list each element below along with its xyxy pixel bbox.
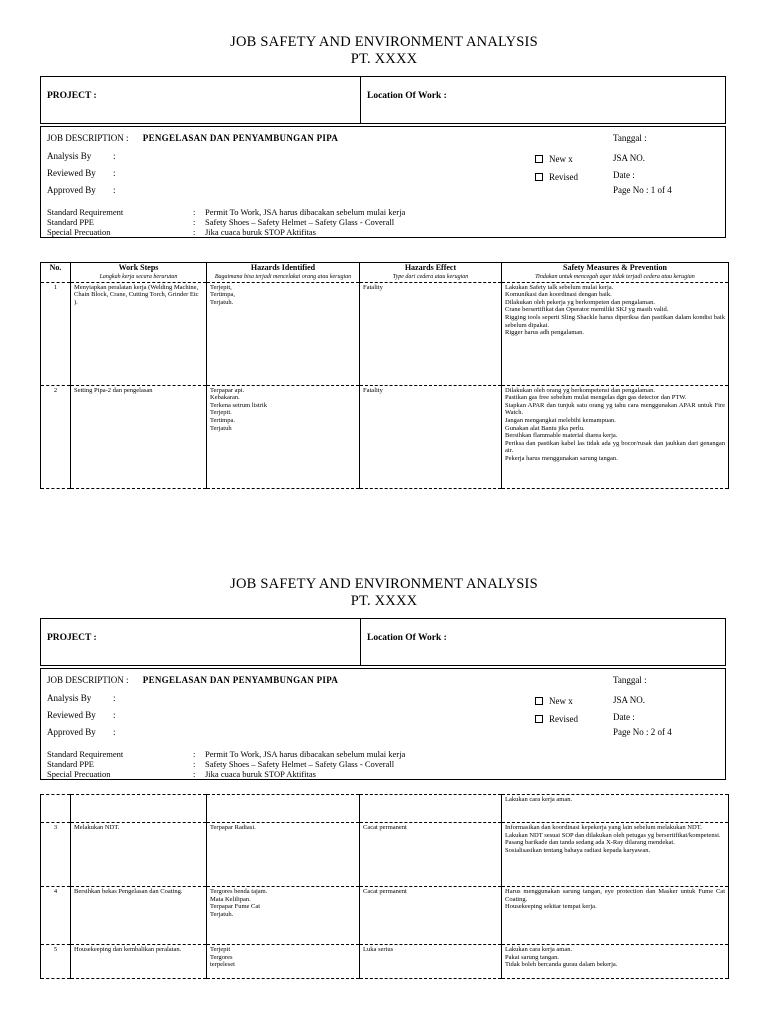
checkbox-icon — [535, 155, 543, 163]
requirement-row: Special Precuation : Jika cuaca buruk STOP Aktifitas — [47, 769, 316, 779]
location-label: Location Of Work : — [367, 91, 447, 101]
company-name: PT. XXXX — [350, 593, 418, 609]
table-row — [41, 795, 729, 823]
header-work-steps: Work Steps — [71, 263, 207, 273]
hazards-identified: Terjepit Tergores terpeleset — [207, 945, 360, 979]
safety-measures: Lakukan cara kerja aman. Pakai sarung tangan. Tidak boleh bercanda gurau dalam bekerja. — [502, 945, 729, 979]
requirement-row: Standard Requirement : Permit To Work, JSA harus dibacakan sebelum mulai kerja — [47, 749, 406, 759]
reviewed-by-label: Reviewed By — [47, 168, 96, 178]
hazards-effect: Fatality — [360, 385, 502, 488]
tanggal-label: Tanggal : — [613, 133, 647, 143]
approved-by-label: Approved By — [47, 185, 96, 195]
safety-measures: Lakukan cara kerja aman. — [502, 795, 729, 823]
company-name: PT. XXXX — [350, 51, 418, 67]
colon: : — [113, 727, 116, 737]
row-number: 2 — [41, 385, 71, 488]
job-description — [47, 675, 338, 685]
revised-label: Revised — [549, 714, 578, 724]
info-box — [40, 126, 726, 238]
table-subheader-row — [41, 273, 729, 283]
work-step: Bersihkan bekas Pengelasan dan Coating. — [71, 887, 207, 945]
new-label: New x — [549, 154, 573, 164]
subheader-safety-measures: Tindakan untuk mencegah agar tidak terjadi cedera atau kerugian — [502, 273, 729, 283]
reviewed-by-label: Reviewed By — [47, 710, 96, 720]
header-hazards-effect: Hazards Effect — [360, 263, 502, 273]
requirement-row: Standard Requirement : Permit To Work, JSA harus dibacakan sebelum mulai kerja — [47, 207, 406, 217]
table-row — [41, 823, 729, 887]
hazards-effect: Cacat permanent — [360, 887, 502, 945]
safety-measures: Informasikan dan koordinasi kepekerja yang lain sebelum melakukan NDT. Lakukan NDT sesuai SOP dan dilakukan oleh petugas yg bersertifikat/kompetensi. Pasang barikade dan tanda sedang ada X-Ray dilarang mendekat. Sosialisasikan tentang bahaya radiasi kepada karyawan. — [502, 823, 729, 887]
colon: : — [113, 151, 116, 161]
header-no: No. — [41, 263, 71, 273]
hazards-identified: Terjepit, Tertimpa, Terjatuh. — [207, 282, 360, 385]
project-box — [40, 76, 726, 124]
colon: : — [113, 710, 116, 720]
project-label: PROJECT : — [41, 77, 361, 123]
hazards-identified: Terpapar Radiasi. — [207, 823, 360, 887]
checkbox-icon — [535, 715, 543, 723]
tanggal-label: Tanggal : — [613, 675, 647, 685]
job-description-label: JOB DESCRIPTION : — [47, 133, 129, 143]
requirement-row: Standard PPE : Safety Shoes – Safety Helmet – Safety Glass - Coverall — [47, 759, 395, 769]
table-row — [41, 945, 729, 979]
page-number: Page No : 1 of 4 — [613, 185, 672, 195]
project-box — [40, 618, 726, 666]
approved-by-label: Approved By — [47, 727, 96, 737]
table-row — [41, 282, 729, 385]
jsa-no-label: JSA NO. — [613, 153, 646, 163]
subheader-work-steps: Langkah kerja secara berurutan — [71, 273, 207, 283]
row-number: 1 — [41, 282, 71, 385]
analysis-by-label: Analysis By — [47, 693, 92, 703]
checkbox-icon — [535, 173, 543, 181]
work-step: Setting Pipa-2 dan pengelasan — [71, 385, 207, 488]
new-checkbox[interactable] — [535, 154, 573, 164]
new-checkbox[interactable] — [535, 696, 573, 706]
row-number: 3 — [41, 823, 71, 887]
header-hazards-identified: Hazards Identified — [207, 263, 360, 273]
analysis-by-label: Analysis By — [47, 151, 92, 161]
jsa-no-label: JSA NO. — [613, 695, 646, 705]
safety-measures: Dilakukan oleh orang yg berkompetensi dan pengalaman. Pastikan gas free sebelum mulai mengelas dgn gas detector dan PTW. Siapkan APAR dan tunjuk satu orang yg tahu cara menggunakan APAR untuk Fire Watch. Jangan mengangkat melebihi kemampuan. Gunakan alat Bantu jika perlu. Bersihkan flammable material diarea kerja. Periksa dan pastikan kabel las tidak ada yg bocor/rusak dan jauhkan dari genangan air. Pekerja harus menggunakan sarung tangan. — [502, 385, 729, 488]
page-number: Page No : 2 of 4 — [613, 727, 672, 737]
work-step: Housekeeping dan kembalikan peralatan. — [71, 945, 207, 979]
document-title: JOB SAFETY AND ENVIRONMENT ANALYSIS — [230, 34, 538, 50]
hazards-effect: Cacat permanent — [360, 823, 502, 887]
hazards-effect: Luka serius — [360, 945, 502, 979]
info-box — [40, 668, 726, 780]
jsa-table — [40, 794, 729, 979]
job-description-label: JOB DESCRIPTION : — [47, 675, 129, 685]
jsa-table — [40, 262, 729, 489]
table-header-row — [41, 263, 729, 273]
work-step: Menyiapkan peralatan kerja (Welding Machine, Chain Block, Crane, Cutting Torch, Grinder Etc ). — [71, 282, 207, 385]
revised-label: Revised — [549, 172, 578, 182]
colon: : — [113, 185, 116, 195]
safety-measures: Harus menggunakan sarung tangan, eye protection dan Masker untuk Fume Cat Coating. Housekeeping sekitar tempat kerja. — [502, 887, 729, 945]
requirement-row: Special Precuation : Jika cuaca buruk STOP Aktifitas — [47, 227, 316, 237]
row-number: 4 — [41, 887, 71, 945]
date-label: Date : — [613, 712, 635, 722]
job-description — [47, 133, 338, 143]
document-title: JOB SAFETY AND ENVIRONMENT ANALYSIS — [230, 576, 538, 592]
header-safety-measures: Safety Measures & Prevention — [502, 263, 729, 273]
job-description-value: PENGELASAN DAN PENYAMBUNGAN PIPA — [142, 675, 339, 685]
table-row — [41, 385, 729, 488]
revised-checkbox[interactable] — [535, 172, 578, 182]
date-label: Date : — [613, 170, 635, 180]
table-row — [41, 887, 729, 945]
safety-measures: Lakukan Safety talk sebelum mulai kerja. Komunikasi dan koordinasi dengan baik. Dilakukan oleh pekerja yg berkompeten dan pengalaman. Crane bersertifikat dan Operator memiliki SKJ yg masih valid. Rigging tools seperti Sling Shackle harus diperiksa dan pastikan dalam kondisi baik sebelum dipakai. Rigger harus adh pengalaman. — [502, 282, 729, 385]
colon: : — [113, 693, 116, 703]
revised-checkbox[interactable] — [535, 714, 578, 724]
hazards-identified: Tergores benda tajam. Mata Kelilipan. Terpapar Fume Cat Terjatuh. — [207, 887, 360, 945]
row-number: 5 — [41, 945, 71, 979]
location-label: Location Of Work : — [367, 633, 447, 643]
hazards-identified: Terpapar api. Kebakaran. Terkena setrum listrik Terjepit. Tertimpa. Terjatuh — [207, 385, 360, 488]
new-label: New x — [549, 696, 573, 706]
checkbox-icon — [535, 697, 543, 705]
subheader-hazards-identified: Bagaimana bisa terjadi mencelakai orang atau kerugian — [207, 273, 360, 283]
hazards-effect: Fatality — [360, 282, 502, 385]
job-description-value: PENGELASAN DAN PENYAMBUNGAN PIPA — [142, 133, 339, 143]
project-label: PROJECT : — [41, 619, 361, 665]
subheader-hazards-effect: Type dari cedera atau kerugian — [360, 273, 502, 283]
colon: : — [113, 168, 116, 178]
work-step: Melakukan NDT. — [71, 823, 207, 887]
requirement-row: Standard PPE : Safety Shoes – Safety Helmet – Safety Glass - Coverall — [47, 217, 395, 227]
